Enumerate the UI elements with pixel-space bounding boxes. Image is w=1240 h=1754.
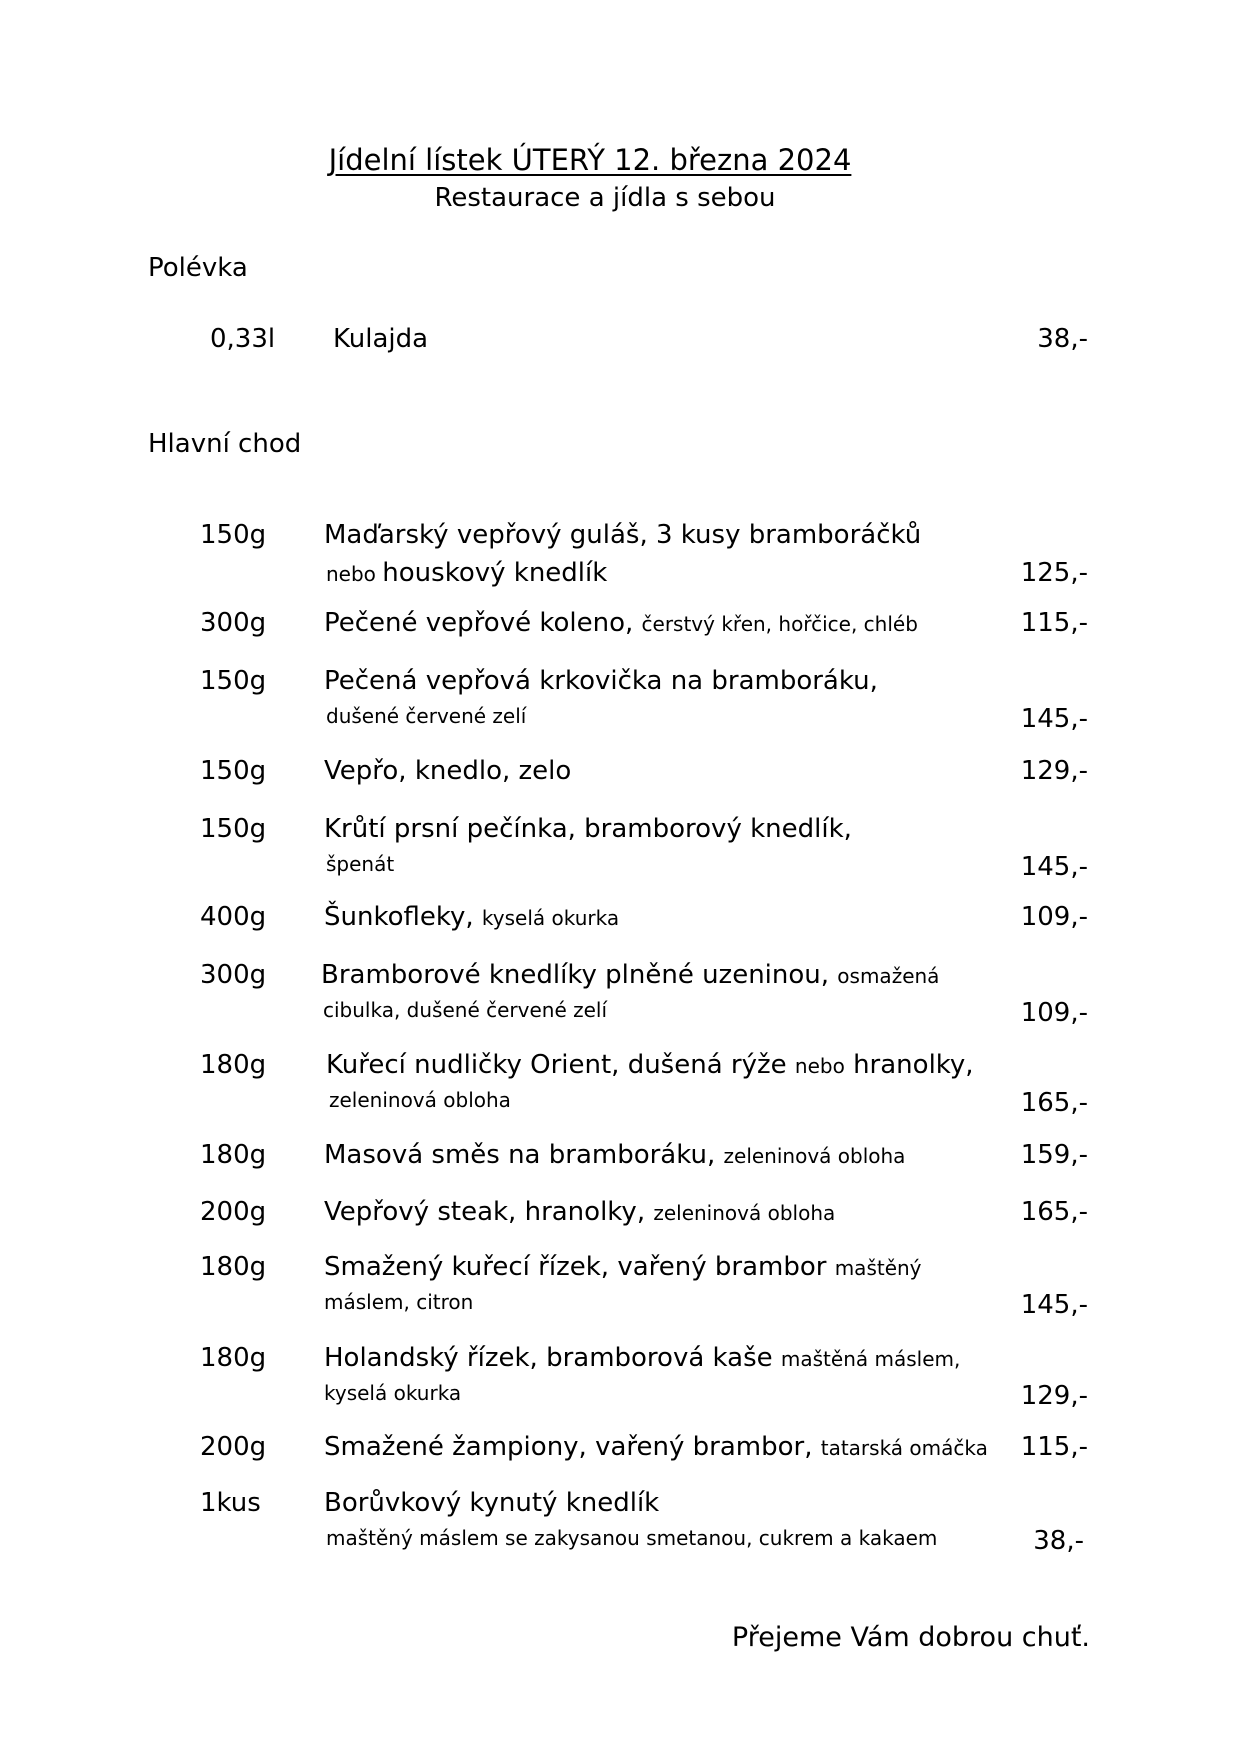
item-price: 165,- [1020, 1088, 1088, 1118]
item-description-extra: zeleninová obloha [329, 1088, 511, 1112]
item-portion: 1kus [200, 1488, 261, 1518]
item-description: Kuřecí nudličky Orient, dušená rýže nebo hranolky, [326, 1050, 974, 1080]
item-description-extra: cibulka, dušené červené zelí [323, 998, 608, 1022]
item-description: Pečená vepřová krkovička na bramboráku, [324, 666, 878, 696]
item-price: 159,- [1020, 1140, 1088, 1170]
item-price: 145,- [1020, 852, 1088, 882]
item-price: 109,- [1020, 902, 1088, 932]
item-portion: 150g [200, 520, 267, 550]
item-description-extra: kyselá okurka [324, 1381, 462, 1405]
soup-section-heading: Polévka [148, 253, 248, 283]
item-portion: 200g [200, 1432, 267, 1462]
soup-portion: 0,33l [210, 324, 276, 354]
item-description-extra: máslem, citron [324, 1290, 474, 1314]
item-description: Vepřo, knedlo, zelo [324, 756, 572, 786]
item-description: Krůtí prsní pečínka, bramborový knedlík, [324, 814, 852, 844]
item-price: 115,- [1020, 608, 1088, 638]
menu-item [0, 814, 1240, 894]
menu-item [0, 666, 1240, 746]
item-portion: 180g [200, 1252, 267, 1282]
item-portion: 400g [200, 902, 267, 932]
item-description: Vepřový steak, hranolky, zeleninová obloha [324, 1197, 836, 1227]
main-section-heading: Hlavní chod [148, 429, 302, 459]
closing-text: Přejeme Vám dobrou chuť. [731, 1622, 1090, 1653]
menu-item [0, 1252, 1240, 1332]
item-description: Smažené žampiony, vařený brambor, tatarská omáčka [324, 1432, 988, 1462]
item-description: Holandský řízek, bramborová kaše maštěná máslem, [324, 1343, 961, 1373]
item-price: 125,- [1020, 558, 1088, 588]
menu-item [0, 960, 1240, 1040]
menu-subtitle: Restaurace a jídla s sebou [434, 183, 776, 213]
item-portion: 150g [200, 666, 267, 696]
item-description-extra: špenát [326, 852, 395, 876]
item-description-extra: nebo houskový knedlík [326, 558, 608, 588]
menu-title: Jídelní lístek ÚTERÝ 12. března 2024 [328, 143, 852, 177]
soup-name: Kulajda [333, 324, 429, 354]
item-portion: 180g [200, 1140, 267, 1170]
item-description: Šunkofleky, kyselá okurka [324, 902, 620, 932]
item-price: 129,- [1020, 1381, 1088, 1411]
item-portion: 150g [200, 756, 267, 786]
item-price: 145,- [1020, 704, 1088, 734]
item-portion: 200g [200, 1197, 267, 1227]
item-portion: 300g [200, 960, 267, 990]
item-description: Pečené vepřové koleno, čerstvý křen, hořčice, chléb [324, 608, 918, 638]
item-description: Masová směs na bramboráku, zeleninová obloha [324, 1140, 906, 1170]
menu-item [0, 1050, 1240, 1130]
item-description-extra: dušené červené zelí [326, 704, 527, 728]
item-price: 129,- [1020, 756, 1088, 786]
item-portion: 180g [200, 1343, 267, 1373]
item-price: 109,- [1020, 998, 1088, 1028]
item-description-extra: maštěný máslem se zakysanou smetanou, cukrem a kakaem [326, 1526, 938, 1550]
menu-item [0, 520, 1240, 600]
item-price: 145,- [1020, 1290, 1088, 1320]
item-description: Bramborové knedlíky plněné uzeninou, osmažená [321, 960, 940, 990]
item-description: Smažený kuřecí řízek, vařený brambor maštěný [324, 1252, 922, 1282]
item-description: Maďarský vepřový guláš, 3 kusy bramboráčků [324, 520, 922, 550]
item-portion: 300g [200, 608, 267, 638]
menu-item [0, 1488, 1240, 1568]
item-description: Borůvkový kynutý knedlík [324, 1488, 660, 1518]
item-price: 165,- [1020, 1197, 1088, 1227]
item-price: 115,- [1020, 1432, 1088, 1462]
menu-item [0, 1343, 1240, 1423]
soup-price: 38,- [1037, 324, 1088, 354]
item-portion: 180g [200, 1050, 267, 1080]
item-price: 38,- [1033, 1526, 1084, 1556]
item-portion: 150g [200, 814, 267, 844]
